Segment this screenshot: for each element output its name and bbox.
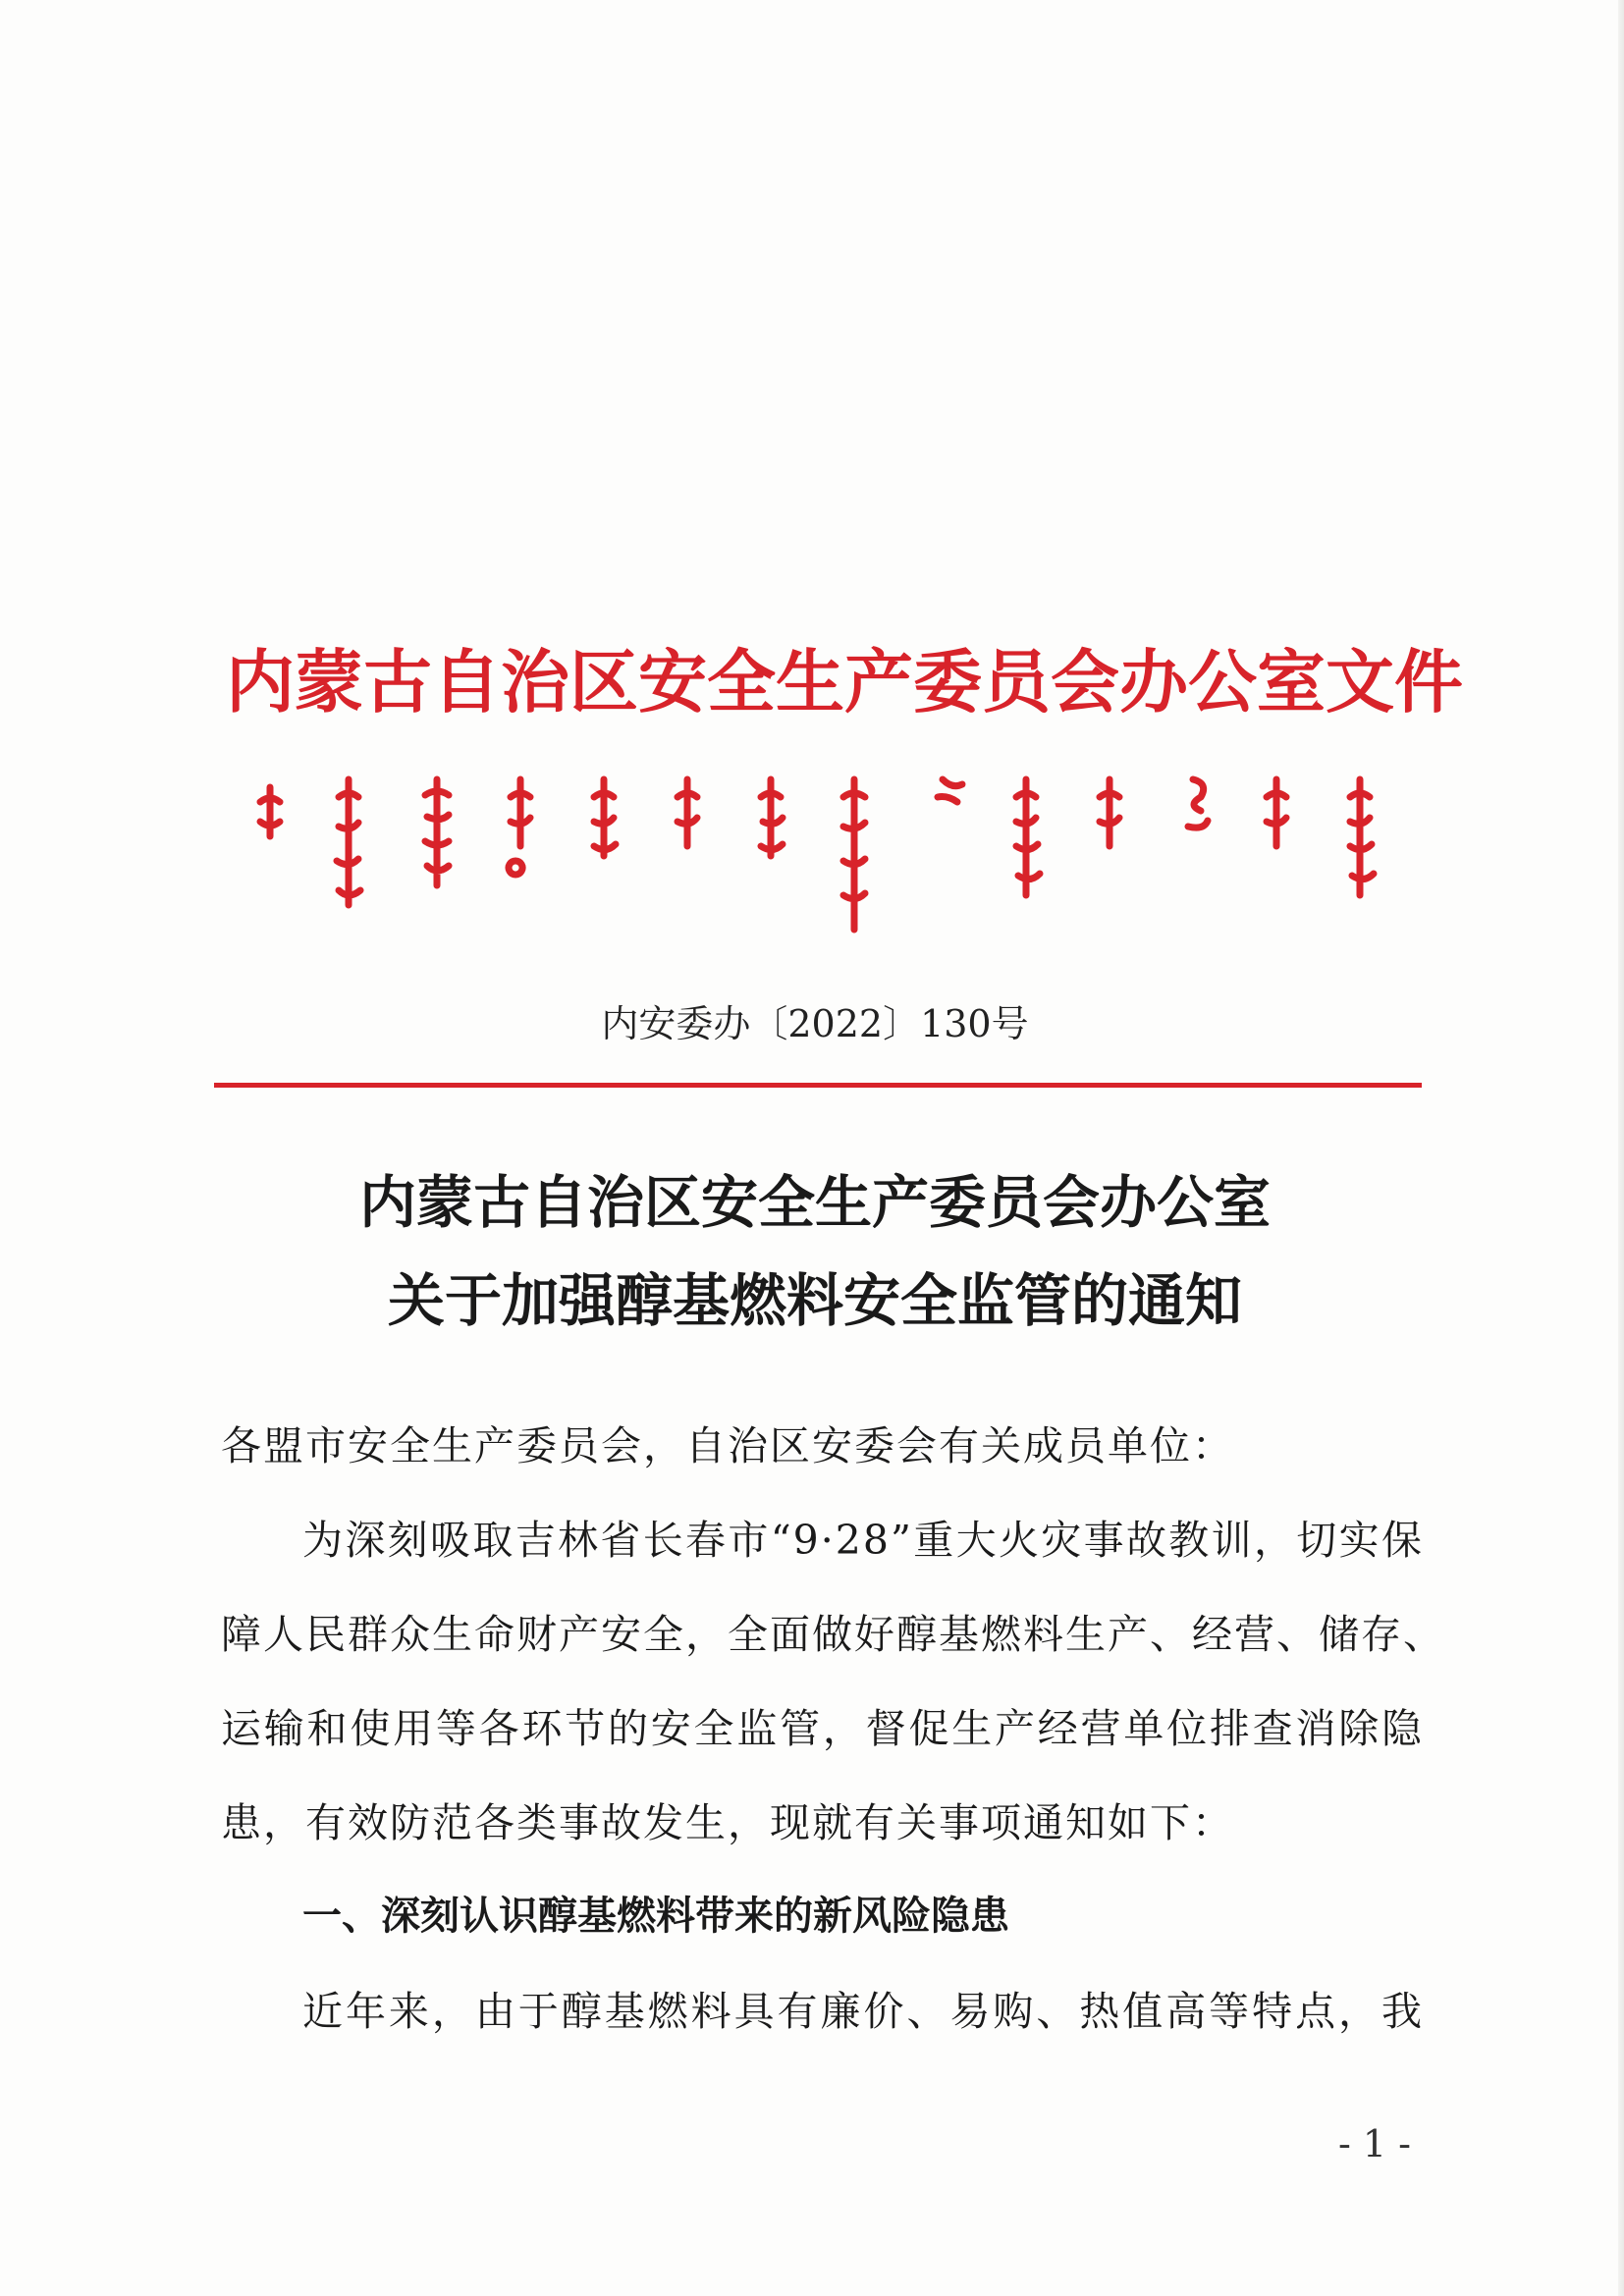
mongolian-script-seal: [250, 768, 1380, 934]
page-number: - 1 -: [1337, 2122, 1411, 2165]
paragraph1-line-4: 患，有效防范各类事故发生，现就有关事项通知如下：: [221, 1799, 1234, 1846]
section-1-heading: 一、深刻认识醇基燃料带来的新风险隐患: [302, 1894, 1009, 1939]
issuer-red-header: 内蒙古自治区安全生产委员会办公室文件: [226, 641, 1463, 722]
document-title-line-2: 关于加强醇基燃料安全监管的通知: [387, 1267, 1242, 1334]
red-divider-line: [214, 1083, 1422, 1088]
salutation: 各盟市安全生产委员会，自治区安委会有关成员单位：: [221, 1422, 1234, 1469]
document-title-line-1: 内蒙古自治区安全生产委员会办公室: [358, 1169, 1271, 1236]
paragraph2-line-1: 近年来，由于醇基燃料具有廉价、易购、热值高等特点，我: [302, 1988, 1424, 2035]
paragraph1-line-2: 障人民群众生命财产安全，全面做好醇基燃料生产、经营、储存、: [221, 1611, 1445, 1658]
paragraph1-line-1: 为深刻吸取吉林省长春市“9·28”重大火灾事故教训，切实保: [302, 1517, 1424, 1564]
scan-edge: [1618, 0, 1624, 2296]
document-number: 内安委办〔2022〕130号: [601, 1002, 1029, 1045]
paragraph1-line-3: 运输和使用等各环节的安全监管，督促生产经营单位排查消除隐: [221, 1705, 1424, 1752]
